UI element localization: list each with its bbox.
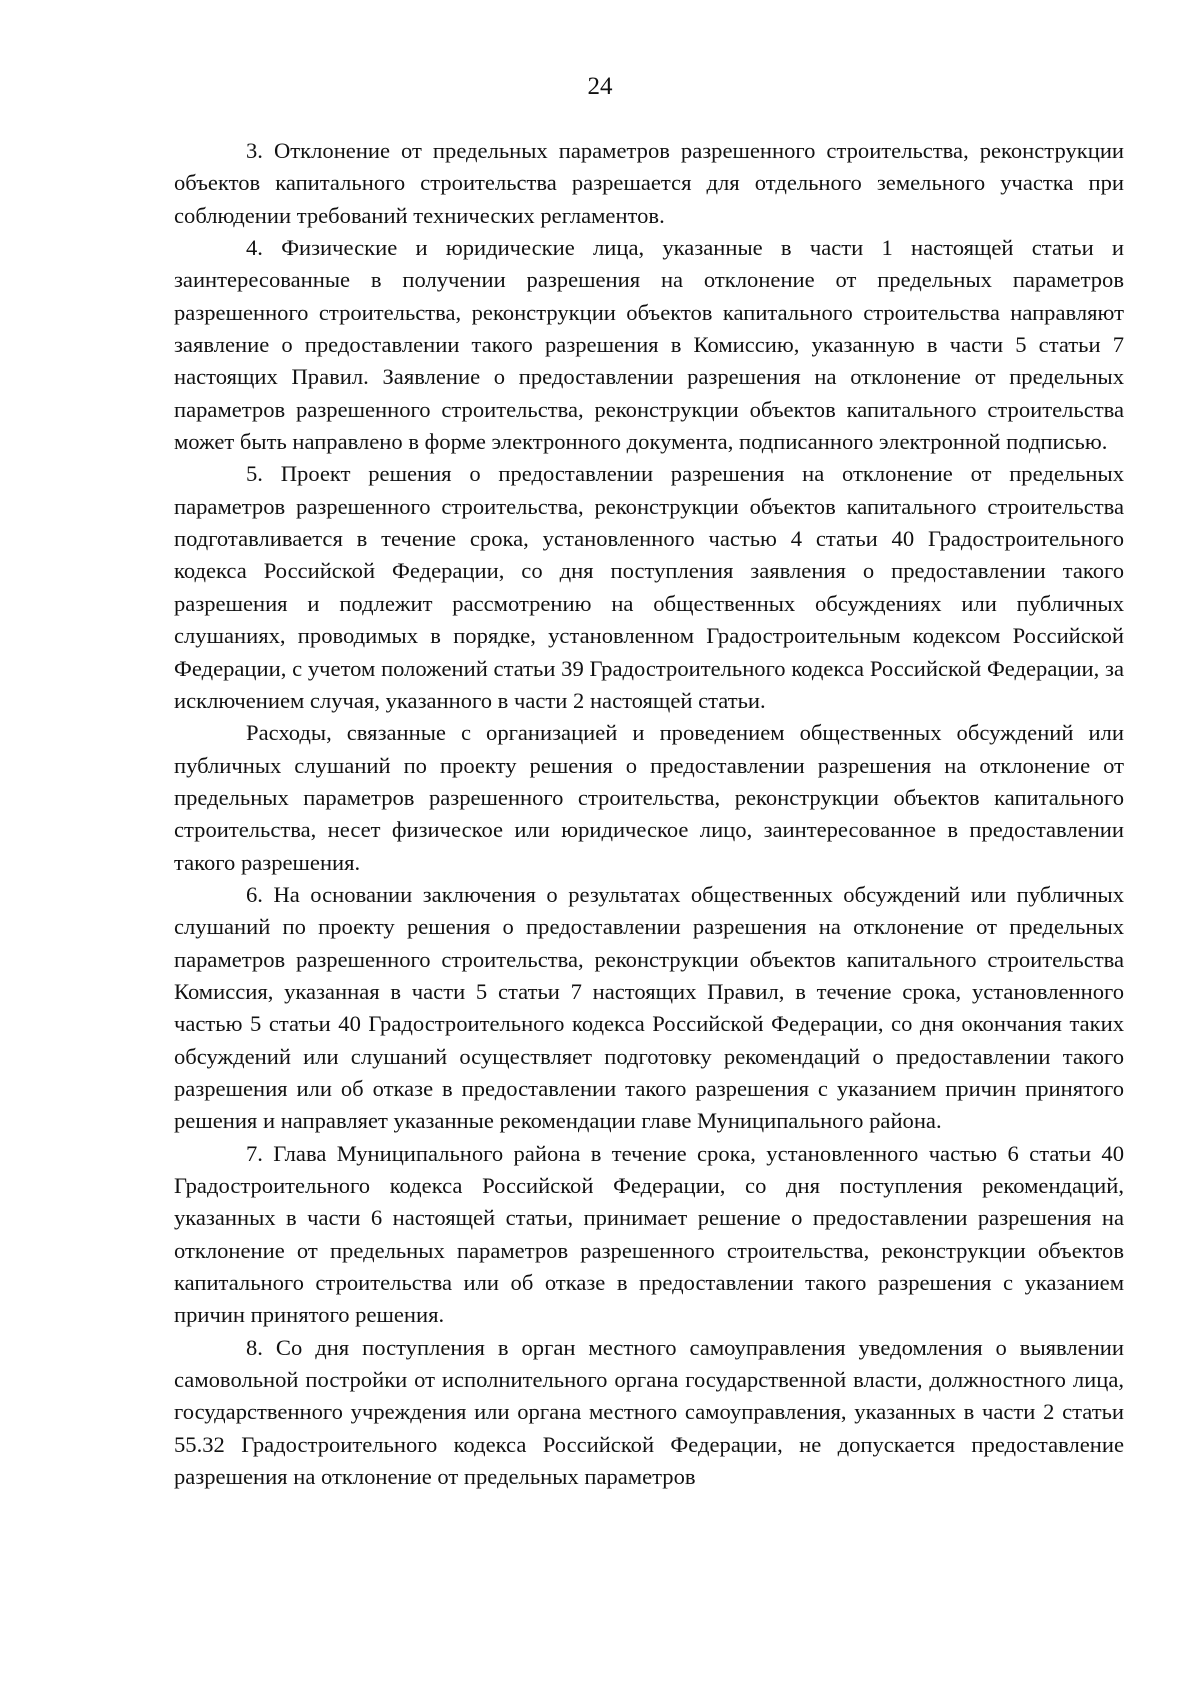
document-body (174, 135, 1124, 1493)
paragraph-5-expenses: Расходы, связанные с организацией и проведением общественных обсуждений или публичных слушаний по проекту решения о предоставлении разрешения на отклонение от предельных параметров разрешенного строительства, реконструкции объектов капитального строительства, несет физическое или юридическое лицо, заинтересованное в предоставлении такого разрешения. (174, 720, 1124, 875)
paragraph-8: 8. Со дня поступления в орган местного самоуправления уведомления о выявлении самовольной постройки от исполнительного органа государственной власти, должностного лица, государственного учреждения или органа местного самоуправления, указанных в части 2 статьи 55.32 Градостроительного кодекса Российской Федерации, не допускается предоставление разрешения на отклонение от предельных параметров (174, 1334, 1124, 1490)
paragraph-6: 6. На основании заключения о результатах общественных обсуждений или публичных слушаний по проекту решения о предоставлении разрешения на отклонение от предельных параметров разрешенного строительства, реконструкции объектов капитального строительства Комиссия, указанная в части 5 статьи 7 настоящих Правил, в течение срока, установленного частью 5 статьи 40 Градостроительного кодекса Российской Федерации, со дня окончания таких обсуждений или слушаний осуществляет подготовку рекомендаций о предоставлении такого разрешения или об отказе в предоставлении такого разрешения с указанием причин принятого решения и направляет указанные рекомендации главе Муниципального района. (174, 881, 1124, 1134)
paragraph-4: 4. Физические и юридические лица, указанные в части 1 настоящей статьи и заинтересованные в получении разрешения на отклонение от предельных параметров разрешенного строительства, реконструкции объектов капитального строительства направляют заявление о предоставлении такого разрешения в Комиссию, указанную в части 5 статьи 7 настоящих Правил. Заявление о предоставлении разрешения на отклонение от предельных параметров разрешенного строительства, реконструкции объектов капитального строительства может быть направлено в форме электронного документа, подписанного электронной подписью. (174, 235, 1124, 455)
paragraph-5: 5. Проект решения о предоставлении разрешения на отклонение от предельных параметров разрешенного строительства, реконструкции объектов капитального строительства подготавливается в течение срока, установленного частью 4 статьи 40 Градостроительного кодекса Российской Федерации, со дня поступления заявления о предоставлении такого разрешения и подлежит рассмотрению на общественных обсуждениях или публичных слушаниях, проводимых в порядке, установленном Градостроительным кодексом Российской Федерации, с учетом положений статьи 39 Градостроительного кодекса Российской Федерации, за исключением случая, указанного в части 2 настоящей статьи. (174, 461, 1124, 713)
paragraph-3: 3. Отклонение от предельных параметров разрешенного строительства, реконструкции объектов капитального строительства разрешается для отдельного земельного участка при соблюдении требований технических регламентов. (174, 138, 1124, 228)
paragraph-7: 7. Глава Муниципального района в течение срока, установленного частью 6 статьи 40 Градостроительного кодекса Российской Федерации, со дня поступления рекомендаций, указанных в части 6 настоящей статьи, принимает решение о предоставлении разрешения на отклонение от предельных параметров разрешенного строительства, реконструкции объектов капитального строительства или об отказе в предоставлении такого разрешения с указанием причин принятого решения. (174, 1140, 1124, 1328)
page-number: 24 (587, 73, 613, 100)
